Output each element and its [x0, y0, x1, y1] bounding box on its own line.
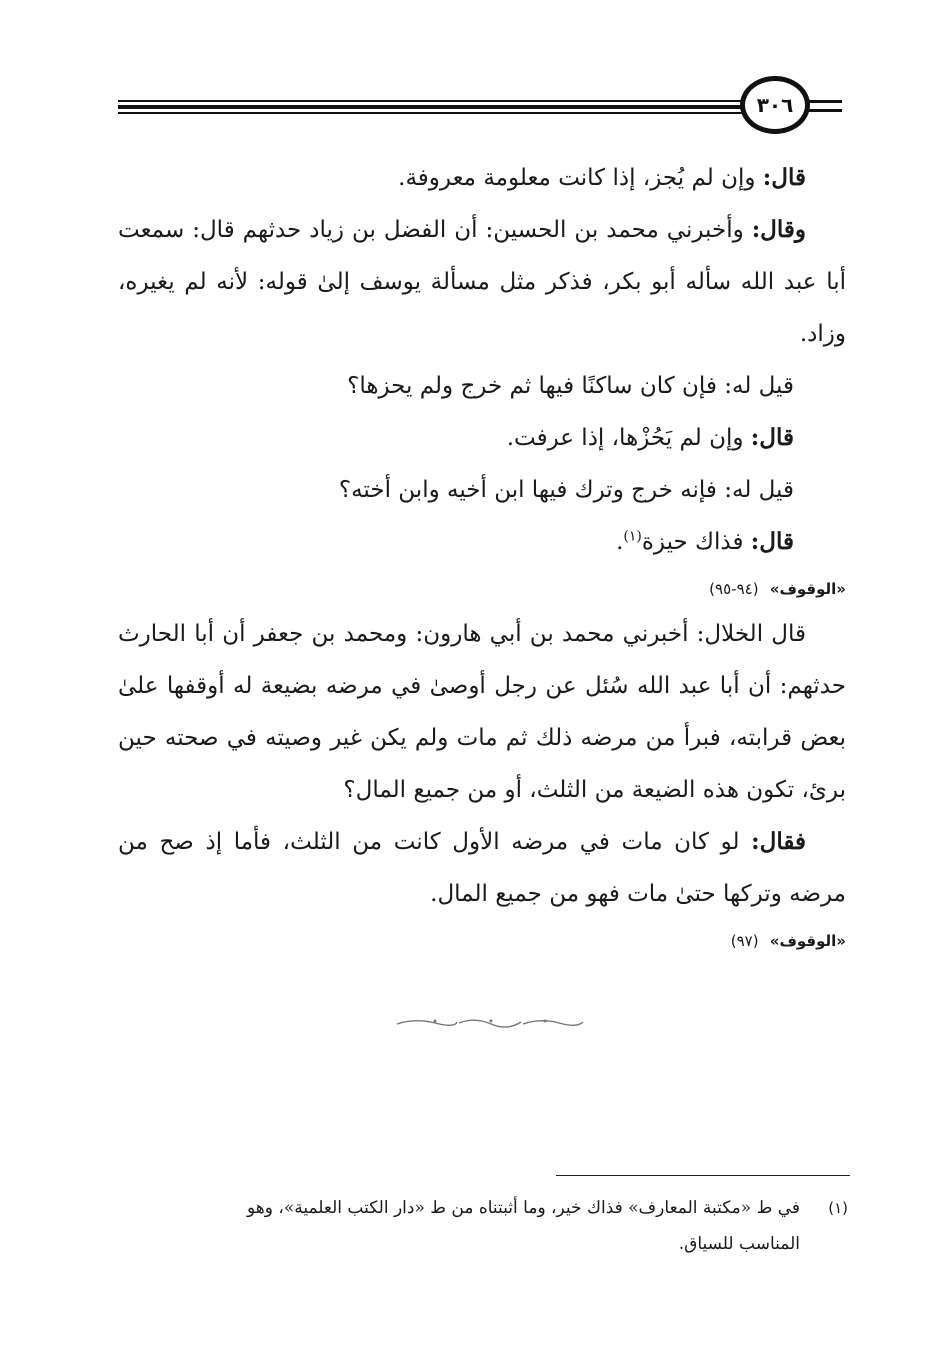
footnote-separator: [556, 1175, 850, 1176]
header-rule: [118, 112, 750, 114]
source-pages: (٩٤-٩٥): [709, 580, 759, 598]
speaker-keyword: وقال:: [751, 216, 806, 243]
footnote-number: (١): [828, 1199, 848, 1217]
paragraph: [118, 608, 846, 816]
paragraph-text: قيل له: فإنه خرج وترك فيها ابن أخيه وابن أخته؟: [338, 477, 794, 503]
header-rule: [808, 109, 842, 112]
footnote: [118, 1190, 848, 1262]
source-name: «الوقوف»: [769, 580, 846, 598]
paragraph-text: .: [616, 529, 624, 555]
paragraph: [118, 152, 846, 204]
page-number: ٣٠٦: [756, 93, 794, 117]
paragraph: [118, 412, 846, 464]
footnote-text: المناسب للسياق.: [678, 1234, 800, 1254]
source-pages: (٩٧): [730, 932, 759, 950]
paragraph-text: قال الخلال: أخبرني محمد بن أبي هارون: ومحمد بن جعفر أن أبا الحارث حدثهم: أن أبا عبد الله سُئل عن رجل أوصىٰ في مرضه بضيعة له أوقفها علىٰ بعض قرابته، فبرأ من مرضه ذلك ثم مات ولم يكن غير وصيته في صحته حين برئ، تكون هذه الضيعة من الثلث، أو من جميع المال؟: [118, 621, 846, 803]
header-rule: [808, 100, 842, 103]
main-text: [118, 152, 846, 960]
paragraph: [118, 816, 846, 920]
source-citation: [118, 570, 846, 608]
footnote-text: في ط «مكتبة المعارف» فذاك خير، وما أثبتناه من ط «دار الكتب العلمية»، وهو: [246, 1198, 800, 1218]
paragraph-text: قيل له: فإن كان ساكنًا فيها ثم خرج ولم يحزها؟: [347, 373, 794, 399]
page-number-badge: [740, 76, 810, 134]
speaker-keyword: قال:: [750, 424, 794, 451]
footnote-reference[interactable]: (١): [623, 528, 642, 545]
speaker-keyword: فقال:: [751, 828, 806, 855]
source-citation: [118, 922, 846, 960]
header-rule: [118, 105, 750, 109]
paragraph-text: وإن لم يَحُزْها، إذا عرفت.: [506, 425, 751, 451]
page-header: [118, 76, 842, 138]
paragraph-text: فذاك حيزة: [641, 529, 751, 555]
paragraph: [118, 464, 846, 516]
source-name: «الوقوف»: [769, 932, 846, 950]
paragraph: [118, 360, 846, 412]
paragraph-text: وأخبرني محمد بن الحسين: أن الفضل بن زياد حدثهم قال: سمعت أبا عبد الله سأله أبو بكر، فذكر مثل مسألة يوسف إلىٰ قوله: لأنه لم يغيره، وزاد.: [118, 217, 846, 347]
paragraph-text: وإن لم يُجز، إذا كانت معلومة معروفة.: [398, 165, 763, 191]
speaker-keyword: قال:: [762, 164, 806, 191]
header-rule: [118, 100, 750, 102]
section-ornament: [395, 1016, 585, 1030]
paragraph: [118, 516, 846, 568]
paragraph: [118, 204, 846, 360]
paragraph-text: لو كان مات في مرضه الأول كانت من الثلث، فأما إذ صح من مرضه وتركها حتىٰ مات فهو من جميع المال.: [118, 829, 846, 907]
speaker-keyword: قال:: [750, 528, 794, 555]
